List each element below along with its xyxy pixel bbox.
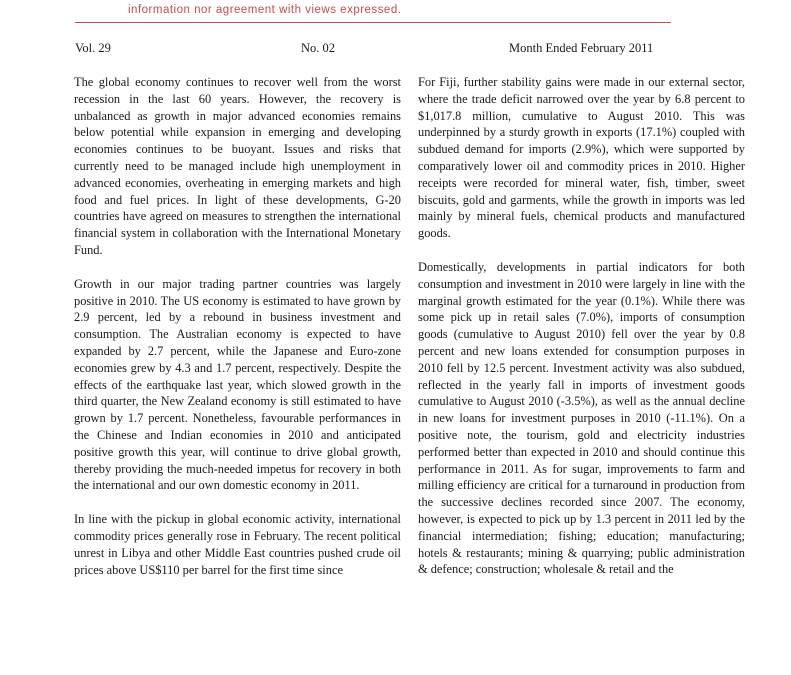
disclaimer-banner: information nor agreement with views expressed. bbox=[128, 4, 402, 16]
paragraph: Growth in our major trading partner countries was largely positive in 2010. The US economy is estimated to have grown by 2.9 percent, led by a rebound in business investment and consumption. The Australian economy is expected to have expanded by 2.7 percent, while the Japanese and Euro-zone economies grew by 4.3 and 1.7 percent, respectively. Despite the effects of the earthquake last year, which slowed growth in the third quarter, the New Zealand economy is still estimated to have grown by 1.7 percent. Nonetheless, favourable performances in the Chinese and Indian economies in 2010 and anticipated positive growth this year, will continue to drive global growth, thereby providing the much-needed impetus for recovery in both the international and our own domestic economy in 2011. bbox=[74, 276, 401, 493]
header-divider bbox=[75, 22, 671, 23]
paragraph: For Fiji, further stability gains were made in our external sector, where the trade deficit narrowed over the year by 6.8 percent to $1,017.8 million, cumulative to August 2010. This was underpinned by a sturdy growth in exports (17.1%) coupled with subdued demand for imports (2.9%), which were supported by comparatively lower oil and commodity prices in 2010. Higher receipts were recorded for mineral water, fish, timber, sweet biscuits, gold and garments, while the growth in imports was led mainly by mineral fuels, chemical products and manufactured goods. bbox=[418, 75, 745, 241]
left-column bbox=[74, 74, 401, 595]
paragraph: The global economy continues to recover well from the worst recession in the last 60 years. However, the recovery is unbalanced as growth in major advanced economies remains below potential while expansion in emerging and developing economies continues to be buoyant. Issues and risks that currently need to be managed include high unemployment in advanced economies, overheating in emerging markets and high food and fuel prices. In light of these developments, G-20 countries have agreed on measures to strengthen the international financial system in collaboration with the International Monetary Fund. bbox=[74, 75, 401, 257]
right-column bbox=[418, 74, 745, 595]
issue-number: No. 02 bbox=[301, 41, 336, 55]
paragraph: In line with the pickup in global economic activity, international commodity prices generally rose in February. The recent political unrest in Libya and other Middle East countries pushed crude oil prices above US$110 per barrel for the first time since bbox=[74, 512, 401, 577]
paragraph: Domestically, developments in partial indicators for both consumption and investment in 2010 were largely in line with the marginal growth estimated for the year (0.1%). While there was some pick up in retail sales (7.0%), imports of consumption goods (cumulative to August 2010) fell over the year by 0.8 percent and new loans extended for consumption purposes in 2010 fell by 12.5 percent. Investment activity was also subdued, reflected in the yearly fall in imports of investment goods cumulative to August 2010 (-3.5%), as well as the annual decline in new loans for investment purposes in 2010 (-11.1%). On a positive note, the tourism, gold and electricity industries performed better than expected in 2010 and should continue this performance in 2011. As for sugar, improvements to farm and milling efficiency are critical for a turnaround in production from the successive declines recorded since 2007. The economy, however, is expected to pick up by 1.3 percent in 2011 led by the financial intermediation; fishing; education; manufacturing; hotels & restaurants; mining & quarrying; public administration & defence; construction; wholesale & retail and the bbox=[418, 259, 745, 577]
period-label: Month Ended February 2011 bbox=[509, 41, 654, 55]
volume-label: Vol. 29 bbox=[75, 41, 111, 55]
